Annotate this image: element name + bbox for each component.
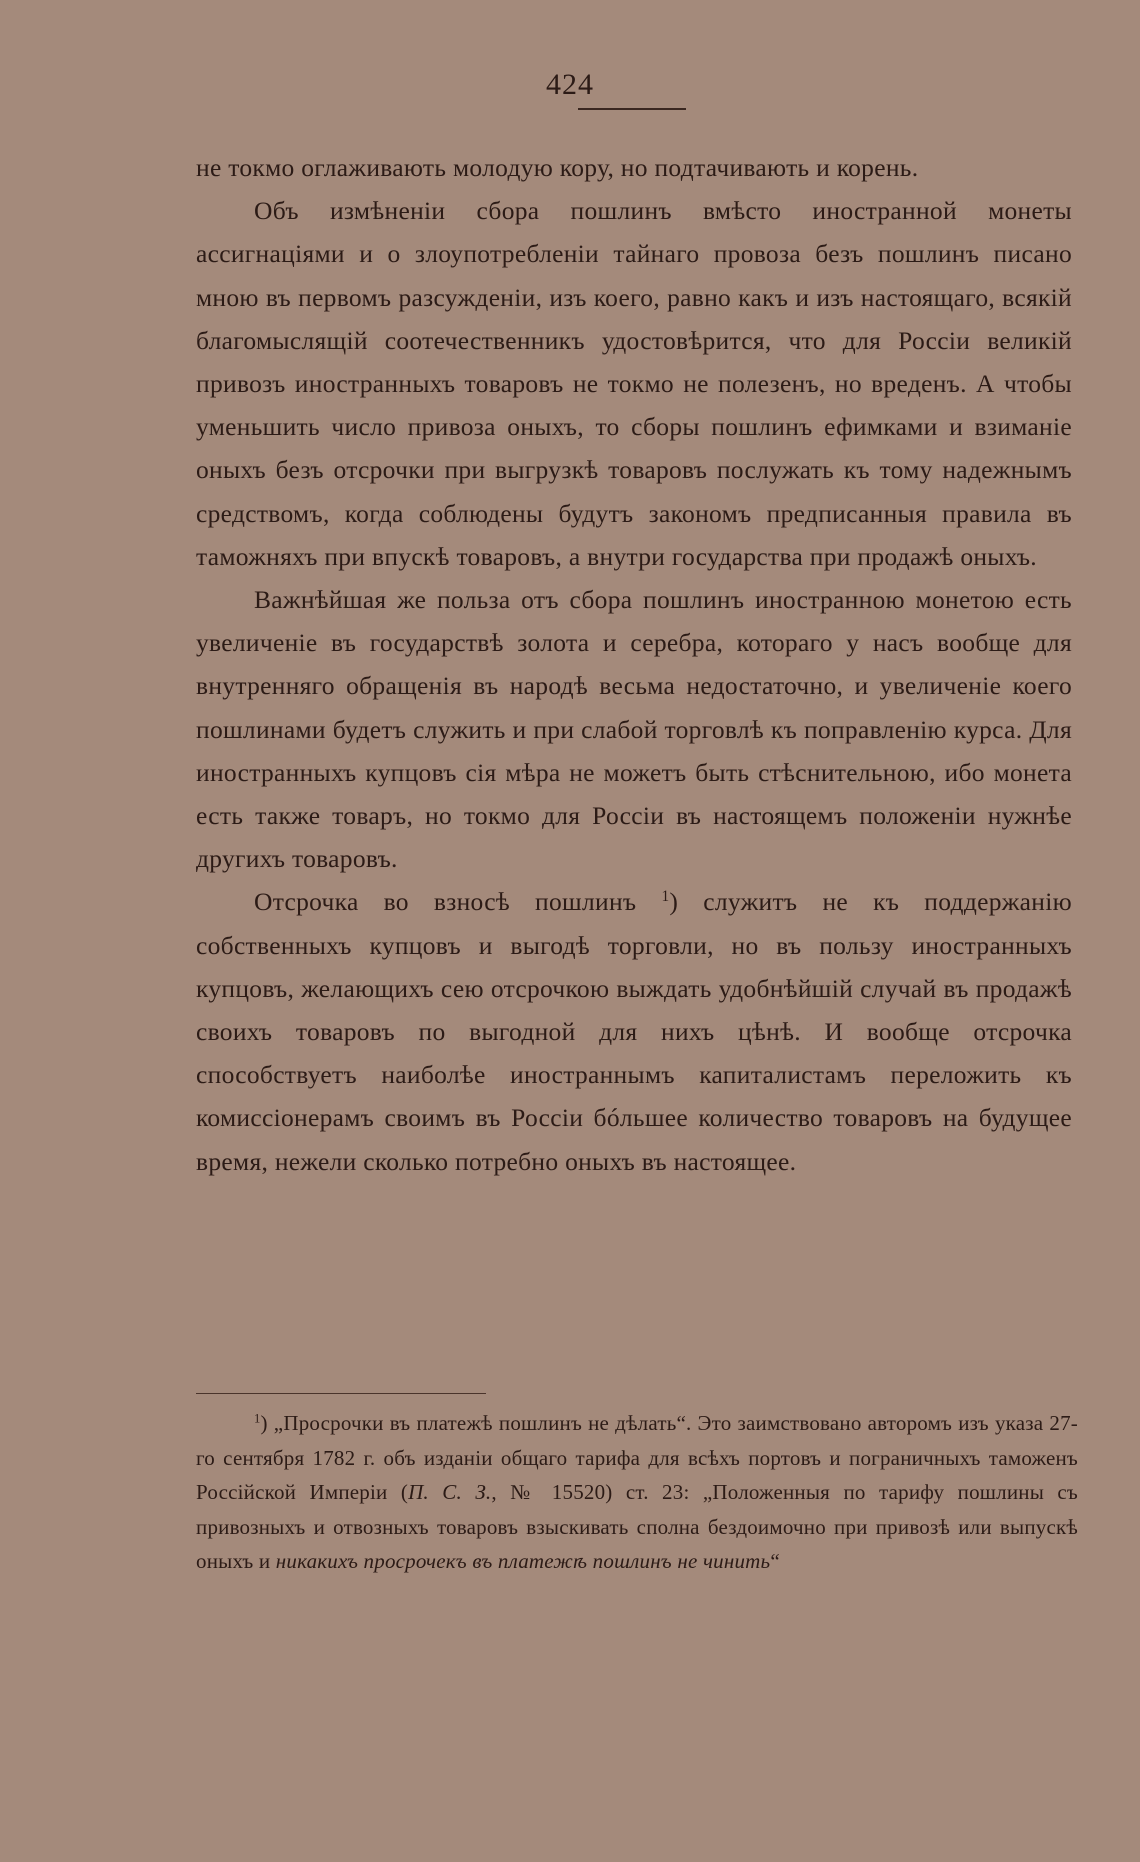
footnote-part-1: ) „Просрочки въ платежѣ пошлинъ не дѣлать“. Это заимствовано авторомъ изъ указа 27-го сентября 1782 г. объ изданіи общаго тарифа для всѣхъ портовъ и пограничныхъ таможенъ Россійской Имперіи (	[196, 1411, 1078, 1504]
footnote-close-quote: “	[770, 1549, 780, 1573]
paragraph-4	[196, 880, 1072, 1182]
paragraph-4-start: Отсрочка во взносѣ пошлинъ	[254, 887, 637, 917]
footnote-text	[196, 1406, 1078, 1579]
paragraph-4-rest: ) служитъ не къ поддержанію собственныхъ купцовъ и выгодѣ торговли, но въ пользу иностранныхъ купцовъ, желающихъ сею отсрочкою выждать удобнѣйшій случай въ продажѣ своихъ товаровъ по выгодной для нихъ цѣнѣ. И вообще отсрочка способствуетъ наиболѣе иностраннымъ капиталистамъ переложить къ комиссіонерамъ своимъ въ Россіи бóльшее количество товаровъ на будущее время, нежели сколько потребно оныхъ въ настоящее.	[196, 887, 1072, 1176]
footnote-marker: 1	[254, 1411, 261, 1426]
body-text	[196, 146, 1072, 1183]
footnote-italic-quote: никакихъ просрочекъ въ платежѣ пошлинъ не чинить	[275, 1549, 771, 1573]
paragraph-1: не токмо оглаживають молодую кору, но подтачивають и корень.	[196, 153, 919, 182]
footnote-part-2: , № 15520) ст. 23: „Положенныя по тарифу пошлины съ привозныхъ и отвозныхъ товаровъ взыскивать сполна бездоимочно при привозѣ или выпускѣ оныхъ и	[196, 1480, 1078, 1573]
page-number: 424	[546, 68, 594, 101]
footnote-separator	[196, 1393, 486, 1394]
footnote	[196, 1406, 1078, 1579]
paragraph-3: Важнѣйшая же польза отъ сбора пошлинъ иностранною монетою есть увеличеніе въ государствѣ золота и серебра, котораго у насъ вообще для внутренняго обращенія въ народѣ весьма недостаточно, и увеличеніе коего пошлинами будетъ служить и при слабой торговлѣ къ поправленію курса. Для иностранныхъ купцовъ сія мѣра не можетъ быть стѣснительною, ибо монета есть также товаръ, но токмо для Россіи въ настоящемъ положеніи нужнѣе другихъ товаровъ.	[196, 585, 1072, 874]
paragraph-2: Объ измѣненіи сбора пошлинъ вмѣсто иностранной монеты ассигнаціями и о злоупотребленіи тайнаго провоза безъ пошлинъ писано мною въ первомъ разсужденіи, изъ коего, равно какъ и изъ настоящаго, всякій благомыслящій соотечественникъ удостовѣрится, что для Россіи великій привозъ иностранныхъ товаровъ не токмо не полезенъ, но вреденъ. А чтобы уменьшить число привоза оныхъ, то сборы пошлинъ ефимками и взиманіе оныхъ безъ отсрочки при выгрузкѣ товаровъ послужать къ тому надежнымъ средствомъ, когда соблюдены будутъ закономъ предписанныя правила въ таможняхъ при впускѣ товаровъ, а внутри государства при продажѣ оныхъ.	[196, 196, 1072, 571]
page-number-rule	[578, 108, 686, 110]
footnote-reference: 1	[661, 888, 670, 906]
footnote-citation: П. С. З.	[408, 1480, 492, 1504]
